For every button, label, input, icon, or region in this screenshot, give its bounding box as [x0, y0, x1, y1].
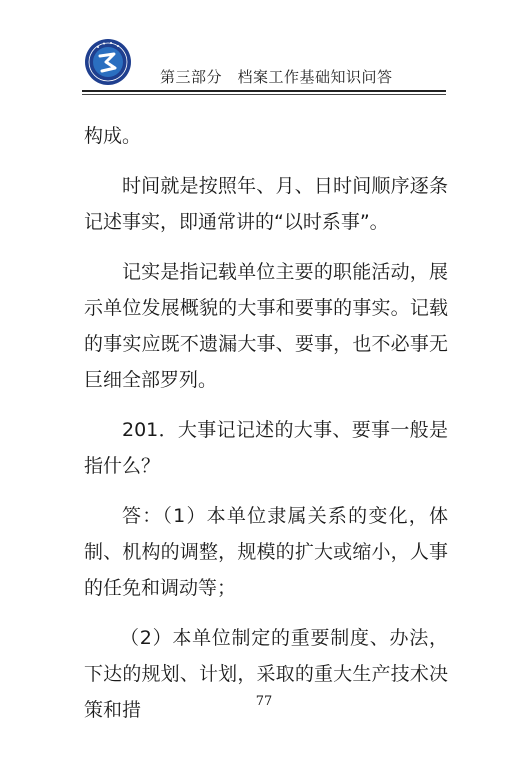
running-header-title: 第三部分 档案工作基础知识问答 — [160, 68, 393, 86]
header-rule-thick — [82, 90, 446, 92]
page-number: 77 — [255, 694, 273, 709]
paragraph: 时间就是按照年、月、日时间顺序逐条记述事实，即通常讲的“以时系事”。 — [84, 175, 448, 233]
question-paragraph: 201．大事记记述的大事、要事一般是指什么？ — [84, 419, 448, 477]
header-rule-thin — [82, 94, 446, 95]
answer-paragraph: （2）本单位制定的重要制度、办法，下达的规划、计划，采取的重大生产技术决策和措 — [84, 627, 448, 721]
paragraph: 构成。 — [84, 125, 142, 147]
paragraph: 记实是指记载单位主要的职能活动，展示单位发展概貌的大事和要事的事实。记载的事实应既不遗漏大事、要事，也不必事无巨细全部罗列。 — [84, 261, 448, 391]
university-emblem-icon — [84, 38, 132, 86]
page-body — [84, 118, 448, 742]
answer-paragraph: 答：（1）本单位隶属关系的变化，体制、机构的调整，规模的扩大或缩小，人事的任免和调动等； — [84, 505, 448, 599]
